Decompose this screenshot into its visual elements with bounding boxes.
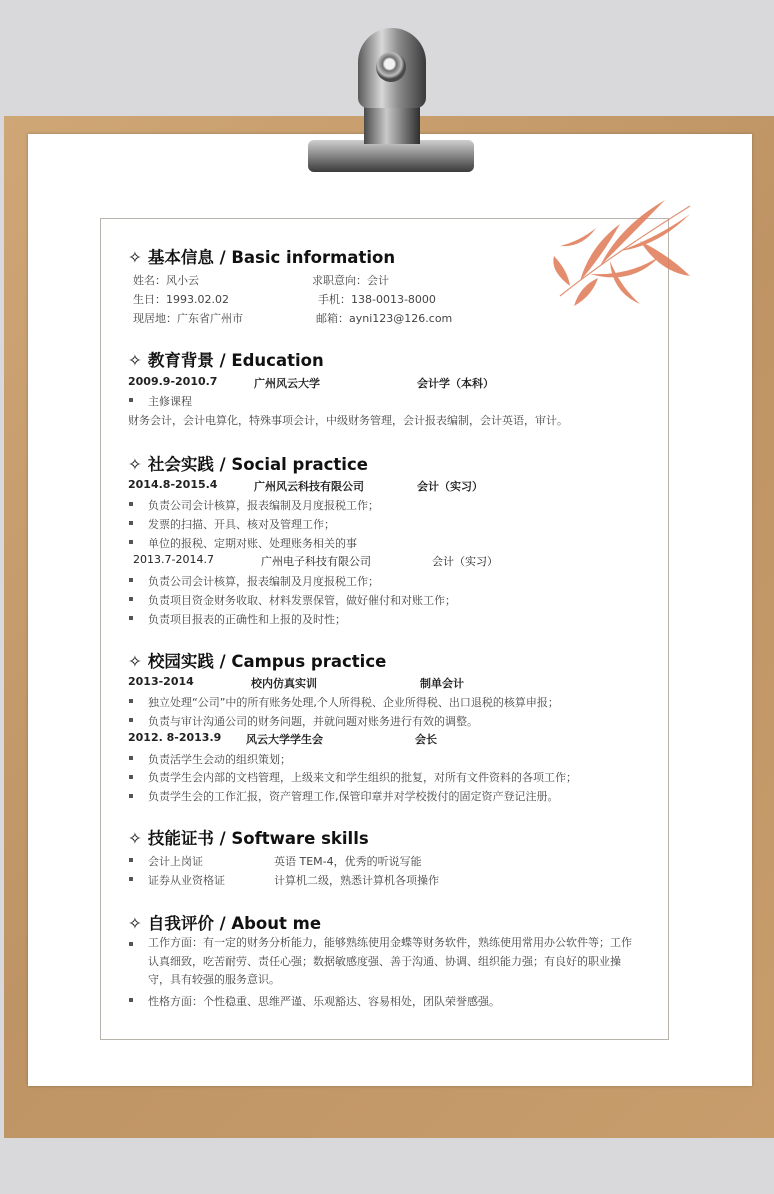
name-field: 姓名：风小云 (133, 274, 199, 287)
job-company: 广州电子科技有限公司 (261, 555, 371, 568)
job-company: 广州风云科技有限公司 (254, 480, 364, 493)
bullet-icon (129, 877, 133, 881)
section-campus-title (128, 648, 386, 672)
email-field: 邮箱：ayni123@126.com (316, 312, 453, 325)
section-title-cn: 基本信息 (147, 248, 214, 267)
campus-period: 2013-2014 (128, 675, 194, 688)
diamond-star-icon: ✧ (128, 652, 142, 671)
job-period: 2014.8-2015.4 (128, 478, 218, 491)
bullet-icon (129, 794, 133, 798)
section-title-en: / Basic information (219, 248, 396, 267)
campus-role: 会长 (415, 733, 437, 746)
birthday-field: 生日：1993.02.02 (133, 293, 229, 306)
bullet-icon (129, 718, 133, 722)
phone-field: 手机：138-0013-8000 (318, 293, 436, 306)
bullet-icon (129, 540, 133, 544)
edu-period: 2009.9-2010.7 (128, 375, 218, 388)
section-title-en: / Social practice (219, 455, 368, 474)
campus-org: 校内仿真实训 (251, 677, 317, 690)
section-about-title (128, 910, 321, 934)
section-title-cn: 校园实践 (147, 652, 214, 671)
job-duty: 负责项目资金财务收取、材料发票保管，做好催付和对账工作； (148, 594, 456, 607)
bullet-icon (129, 858, 133, 862)
section-title-en: / Software skills (219, 829, 369, 848)
diamond-star-icon: ✧ (128, 351, 142, 370)
job-duty: 负责公司会计核算，报表编制及月度报税工作； (148, 575, 379, 588)
courses-list: 财务会计，会计电算化，特殊事项会计，中级财务管理，会计报表编制，会计英语，审计。 (128, 414, 568, 427)
section-title-cn: 社会实践 (147, 455, 214, 474)
bullet-icon (129, 597, 133, 601)
section-title-en: / About me (219, 914, 322, 933)
campus-duty: 负责学生会内部的文档管理，上级来文和学生组织的批复，对所有文件资料的各项工作； (148, 771, 577, 784)
bullet-icon (129, 502, 133, 506)
bullet-icon (129, 998, 133, 1002)
bullet-icon (129, 398, 133, 402)
bullet-icon (129, 942, 133, 946)
section-title-cn: 教育背景 (147, 351, 214, 370)
edu-school: 广州风云大学 (254, 377, 320, 390)
about-character: 性格方面：个性稳重、思维严谨、乐观豁达、容易相处，团队荣誉感强。 (148, 995, 500, 1008)
bullet-icon (129, 775, 133, 779)
edu-major: 会计学（本科） (417, 377, 494, 390)
campus-duty: 独立处理“公司”中的所有账务处理,个人所得税、企业所得税、出口退税的核算申报； (148, 696, 559, 709)
diamond-star-icon: ✧ (128, 248, 142, 267)
bullet-icon (129, 578, 133, 582)
diamond-star-icon: ✧ (128, 829, 142, 848)
job-duty: 负责项目报表的正确性和上报的及时性； (148, 613, 346, 626)
bullet-icon (129, 699, 133, 703)
job-period: 2013.7-2014.7 (133, 553, 214, 566)
cert-name: 证券从业资格证 (148, 874, 225, 887)
section-social-title (128, 451, 368, 475)
cert-desc: 英语 TEM-4，优秀的听说写能 (274, 855, 422, 868)
job-role: 会计（实习） (432, 555, 498, 568)
bullet-icon (129, 616, 133, 620)
job-role: 会计（实习） (417, 480, 483, 493)
job-duty: 发票的扫描、开具、核对及管理工作； (148, 518, 335, 531)
campus-duty: 负责与审计沟通公司的财务问题，并就问题对账务进行有效的调整。 (148, 715, 478, 728)
address-field: 现居地：广东省广州市 (133, 312, 243, 325)
diamond-star-icon: ✧ (128, 455, 142, 474)
campus-period: 2012. 8-2013.9 (128, 731, 222, 744)
section-title-en: / Campus practice (219, 652, 387, 671)
campus-org: 风云大学学生会 (246, 733, 323, 746)
campus-duty: 负责活学生会动的组织策划； (148, 753, 291, 766)
campus-duty: 负责学生会的工作汇报，资产管理工作,保管印章并对学校拨付的固定资产登记注册。 (148, 790, 559, 803)
section-basic-title (128, 244, 395, 268)
diamond-star-icon: ✧ (128, 914, 142, 933)
campus-role: 制单会计 (420, 677, 464, 690)
section-education-title (128, 347, 324, 371)
bullet-icon (129, 756, 133, 760)
section-title-en: / Education (219, 351, 324, 370)
section-title-cn: 自我评价 (147, 914, 214, 933)
job-duty: 负责公司会计核算，报表编制及月度报税工作； (148, 499, 379, 512)
section-skills-title (128, 825, 369, 849)
section-title-cn: 技能证书 (147, 829, 214, 848)
job-duty: 单位的报税、定期对账、处理账务相关的事 (148, 537, 357, 550)
cert-desc: 计算机二级，熟悉计算机各项操作 (274, 874, 439, 887)
about-work: 工作方面：有一定的财务分析能力，能够熟练使用金蝶等财务软件，熟练使用常用办公软件等；工作认真细致，吃苦耐劳、责任心强；数据敏感度强、善于沟通、协调、组织能力强；有良好的职业操守，具有较强的服务意识。 (148, 936, 632, 986)
bullet-icon (129, 521, 133, 525)
cert-name: 会计上岗证 (148, 855, 203, 868)
job-intent-field: 求职意向：会计 (312, 274, 389, 287)
courses-label: 主修课程 (148, 395, 192, 408)
